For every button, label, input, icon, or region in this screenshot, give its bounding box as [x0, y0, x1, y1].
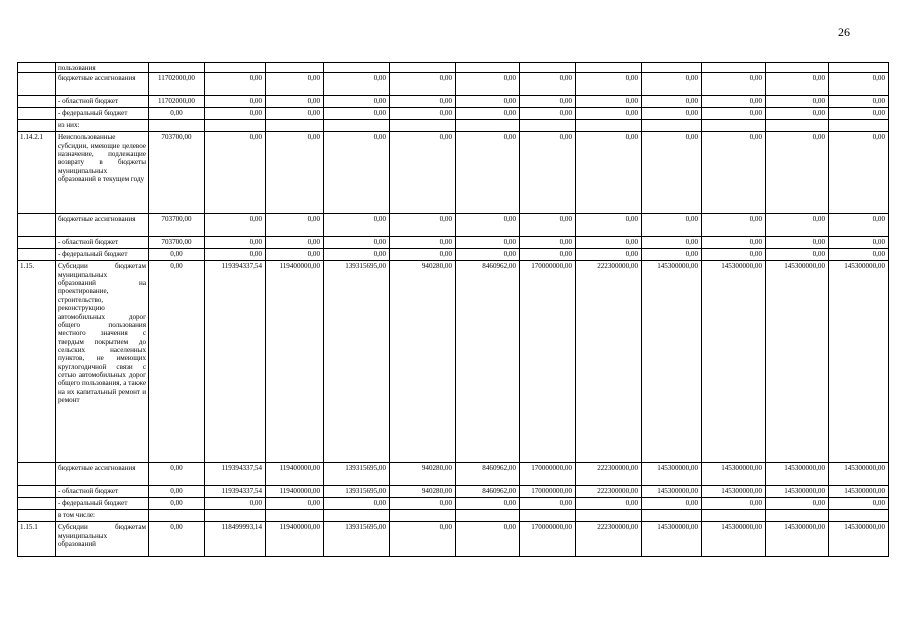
value-cell: 145300000,00 — [642, 522, 702, 557]
value-cell: 0,00 — [456, 73, 520, 96]
value-cell: 0,00 — [702, 73, 766, 96]
value-cell: 0,00 — [149, 486, 205, 498]
value-cell: 940280,00 — [390, 463, 456, 486]
table-row — [18, 237, 889, 249]
page-number: 26 — [838, 25, 850, 39]
value-cell: 0,00 — [702, 108, 766, 120]
value-cell — [576, 120, 642, 132]
value-cell: 170000000,00 — [520, 463, 576, 486]
value-cell — [149, 120, 205, 132]
value-cell: 170000000,00 — [520, 486, 576, 498]
table-row — [18, 522, 889, 557]
value-cell — [149, 510, 205, 522]
value-cell: 0,00 — [266, 73, 324, 96]
value-cell — [390, 63, 456, 73]
value-cell: 0,00 — [149, 522, 205, 557]
row-code-cell: 1.15.1 — [18, 522, 56, 557]
value-cell: 0,00 — [576, 237, 642, 249]
value-cell: 145300000,00 — [829, 261, 889, 463]
value-cell: 940280,00 — [390, 261, 456, 463]
value-cell — [456, 63, 520, 73]
value-cell: 0,00 — [390, 108, 456, 120]
value-cell — [642, 63, 702, 73]
value-cell: 0,00 — [456, 108, 520, 120]
value-cell — [205, 120, 266, 132]
value-cell: 0,00 — [520, 498, 576, 510]
value-cell: 0,00 — [520, 132, 576, 214]
value-cell: 0,00 — [642, 237, 702, 249]
value-cell: 11702000,00 — [149, 73, 205, 96]
value-cell — [266, 120, 324, 132]
value-cell: 0,00 — [205, 96, 266, 108]
table-row — [18, 120, 889, 132]
value-cell: 145300000,00 — [702, 261, 766, 463]
value-cell: 119394337,54 — [205, 261, 266, 463]
value-cell: 145300000,00 — [642, 463, 702, 486]
value-cell: 139315695,00 — [324, 522, 390, 557]
value-cell: 0,00 — [324, 132, 390, 214]
value-cell — [576, 63, 642, 73]
value-cell: 0,00 — [324, 237, 390, 249]
value-cell: 0,00 — [766, 214, 829, 237]
value-cell: 0,00 — [576, 108, 642, 120]
value-cell: 170000000,00 — [520, 522, 576, 557]
value-cell — [324, 63, 390, 73]
value-cell: 145300000,00 — [702, 463, 766, 486]
value-cell: 0,00 — [576, 249, 642, 261]
value-cell — [766, 120, 829, 132]
value-cell: 0,00 — [576, 498, 642, 510]
value-cell: 145300000,00 — [829, 522, 889, 557]
value-cell: 0,00 — [390, 498, 456, 510]
value-cell: 145300000,00 — [642, 486, 702, 498]
value-cell — [390, 510, 456, 522]
value-cell: 222300000,00 — [576, 463, 642, 486]
value-cell: 0,00 — [390, 214, 456, 237]
value-cell: 0,00 — [520, 214, 576, 237]
value-cell: 0,00 — [576, 73, 642, 96]
value-cell: 0,00 — [642, 249, 702, 261]
value-cell: 145300000,00 — [766, 463, 829, 486]
value-cell: 0,00 — [205, 214, 266, 237]
value-cell: 119400000,00 — [266, 522, 324, 557]
value-cell: 0,00 — [576, 132, 642, 214]
value-cell: 0,00 — [520, 96, 576, 108]
row-description-cell: Субсидии бюджетам муниципальных образований на проектирование, строительство, реконструкцию автомобильных дорог общего пользования местного значения с твердым покрытием до сельских населенных пунктов, не имеющих круглогодичной связи с сетью автомобильных дорог общего пользования, а также на их капитальный ремонт и ремонт — [56, 261, 149, 463]
table-row — [18, 510, 889, 522]
value-cell: 0,00 — [520, 249, 576, 261]
value-cell: 0,00 — [702, 498, 766, 510]
budget-table — [17, 62, 889, 557]
row-code-cell: 1.14.2.1 — [18, 132, 56, 214]
value-cell: 0,00 — [149, 261, 205, 463]
value-cell: 0,00 — [766, 96, 829, 108]
row-description-cell: Субсидии бюджетам муниципальных образований — [56, 522, 149, 557]
value-cell: 0,00 — [205, 108, 266, 120]
row-description-cell: - областной бюджет — [56, 486, 149, 498]
value-cell: 0,00 — [266, 214, 324, 237]
value-cell: 0,00 — [324, 214, 390, 237]
value-cell: 0,00 — [205, 132, 266, 214]
value-cell — [702, 63, 766, 73]
value-cell: 0,00 — [324, 96, 390, 108]
value-cell: 0,00 — [390, 522, 456, 557]
row-code-cell — [18, 214, 56, 237]
value-cell — [266, 63, 324, 73]
value-cell: 0,00 — [149, 498, 205, 510]
table-row — [18, 249, 889, 261]
table-row — [18, 73, 889, 96]
value-cell: 0,00 — [149, 249, 205, 261]
value-cell — [702, 510, 766, 522]
value-cell: 145300000,00 — [702, 522, 766, 557]
value-cell: 0,00 — [766, 108, 829, 120]
value-cell: 0,00 — [829, 96, 889, 108]
table-row — [18, 463, 889, 486]
value-cell: 0,00 — [829, 73, 889, 96]
value-cell: 0,00 — [702, 237, 766, 249]
row-code-cell — [18, 463, 56, 486]
value-cell: 0,00 — [266, 249, 324, 261]
value-cell: 0,00 — [702, 96, 766, 108]
value-cell: 119400000,00 — [266, 463, 324, 486]
value-cell: 145300000,00 — [766, 522, 829, 557]
value-cell: 703700,00 — [149, 237, 205, 249]
value-cell: 0,00 — [829, 214, 889, 237]
value-cell: 145300000,00 — [766, 486, 829, 498]
table-row — [18, 486, 889, 498]
value-cell: 8460962,00 — [456, 463, 520, 486]
value-cell — [829, 120, 889, 132]
value-cell: 0,00 — [766, 249, 829, 261]
row-description-cell: Неиспользованные субсидии, имеющие целевое назначение, подлежащие возврату в бюджеты муниципальных образований в текущем году — [56, 132, 149, 214]
table-row — [18, 108, 889, 120]
value-cell: 0,00 — [266, 108, 324, 120]
table-row — [18, 498, 889, 510]
row-code-cell — [18, 120, 56, 132]
value-cell — [829, 63, 889, 73]
value-cell — [520, 120, 576, 132]
table-row — [18, 63, 889, 73]
row-code-cell — [18, 510, 56, 522]
value-cell: 145300000,00 — [829, 486, 889, 498]
value-cell: 0,00 — [266, 96, 324, 108]
row-code-cell — [18, 73, 56, 96]
row-code-cell — [18, 108, 56, 120]
value-cell: 0,00 — [520, 237, 576, 249]
value-cell: 0,00 — [390, 73, 456, 96]
value-cell — [642, 120, 702, 132]
value-cell: 940280,00 — [390, 486, 456, 498]
value-cell: 145300000,00 — [766, 261, 829, 463]
value-cell: 0,00 — [390, 249, 456, 261]
value-cell: 8460962,00 — [456, 261, 520, 463]
value-cell: 0,00 — [149, 463, 205, 486]
table-row — [18, 214, 889, 237]
table-row — [18, 96, 889, 108]
row-description-cell: - областной бюджет — [56, 96, 149, 108]
value-cell: 0,00 — [766, 498, 829, 510]
value-cell: 0,00 — [390, 96, 456, 108]
value-cell: 222300000,00 — [576, 522, 642, 557]
value-cell: 0,00 — [324, 498, 390, 510]
table-row — [18, 261, 889, 463]
row-code-cell — [18, 486, 56, 498]
value-cell: 0,00 — [205, 249, 266, 261]
row-description-cell: - федеральный бюджет — [56, 249, 149, 261]
value-cell — [324, 510, 390, 522]
value-cell: 0,00 — [766, 132, 829, 214]
value-cell: 0,00 — [390, 237, 456, 249]
value-cell — [205, 510, 266, 522]
row-description-cell: - федеральный бюджет — [56, 498, 149, 510]
value-cell: 0,00 — [642, 96, 702, 108]
row-description-cell: - областной бюджет — [56, 237, 149, 249]
value-cell: 0,00 — [266, 132, 324, 214]
value-cell: 119400000,00 — [266, 486, 324, 498]
value-cell: 0,00 — [576, 214, 642, 237]
value-cell — [520, 63, 576, 73]
row-code-cell: 1.15. — [18, 261, 56, 463]
value-cell: 139315695,00 — [324, 261, 390, 463]
value-cell — [520, 510, 576, 522]
value-cell: 0,00 — [642, 108, 702, 120]
value-cell: 0,00 — [520, 108, 576, 120]
value-cell: 0,00 — [642, 498, 702, 510]
value-cell: 703700,00 — [149, 132, 205, 214]
value-cell: 703700,00 — [149, 214, 205, 237]
row-description-cell: пользования — [56, 63, 149, 73]
value-cell: 139315695,00 — [324, 463, 390, 486]
value-cell: 0,00 — [520, 73, 576, 96]
value-cell: 0,00 — [456, 132, 520, 214]
value-cell: 0,00 — [456, 214, 520, 237]
value-cell: 0,00 — [266, 237, 324, 249]
value-cell: 0,00 — [829, 498, 889, 510]
row-description-cell: бюджетные ассигнования — [56, 73, 149, 96]
value-cell: 0,00 — [266, 498, 324, 510]
value-cell: 11702000,00 — [149, 96, 205, 108]
value-cell — [205, 63, 266, 73]
value-cell: 0,00 — [642, 132, 702, 214]
value-cell — [642, 510, 702, 522]
value-cell: 0,00 — [390, 132, 456, 214]
value-cell — [324, 120, 390, 132]
row-code-cell — [18, 249, 56, 261]
value-cell: 118499993,14 — [205, 522, 266, 557]
value-cell: 0,00 — [642, 214, 702, 237]
value-cell — [390, 120, 456, 132]
value-cell: 0,00 — [576, 96, 642, 108]
value-cell: 0,00 — [766, 237, 829, 249]
value-cell: 145300000,00 — [829, 463, 889, 486]
value-cell: 0,00 — [324, 108, 390, 120]
row-code-cell — [18, 96, 56, 108]
value-cell: 0,00 — [829, 249, 889, 261]
value-cell: 139315695,00 — [324, 486, 390, 498]
value-cell — [266, 510, 324, 522]
value-cell: 170000000,00 — [520, 261, 576, 463]
value-cell — [149, 63, 205, 73]
value-cell: 0,00 — [456, 237, 520, 249]
row-code-cell — [18, 498, 56, 510]
value-cell: 0,00 — [766, 73, 829, 96]
value-cell: 0,00 — [702, 214, 766, 237]
value-cell: 0,00 — [642, 73, 702, 96]
value-cell: 0,00 — [149, 108, 205, 120]
value-cell — [829, 510, 889, 522]
value-cell: 0,00 — [702, 132, 766, 214]
value-cell: 145300000,00 — [642, 261, 702, 463]
value-cell: 0,00 — [205, 237, 266, 249]
row-description-cell: бюджетные ассигнования — [56, 463, 149, 486]
value-cell — [576, 510, 642, 522]
value-cell: 0,00 — [324, 73, 390, 96]
value-cell: 119400000,00 — [266, 261, 324, 463]
value-cell — [766, 63, 829, 73]
row-code-cell — [18, 63, 56, 73]
value-cell: 0,00 — [456, 96, 520, 108]
value-cell — [456, 510, 520, 522]
value-cell — [456, 120, 520, 132]
value-cell: 0,00 — [456, 522, 520, 557]
value-cell: 0,00 — [829, 132, 889, 214]
value-cell: 8460962,00 — [456, 486, 520, 498]
row-description-cell: - федеральный бюджет — [56, 108, 149, 120]
value-cell: 0,00 — [456, 249, 520, 261]
value-cell: 222300000,00 — [576, 261, 642, 463]
value-cell: 0,00 — [456, 498, 520, 510]
value-cell: 0,00 — [702, 249, 766, 261]
value-cell: 119394337,54 — [205, 486, 266, 498]
row-description-cell: из них: — [56, 120, 149, 132]
row-description-cell: бюджетные ассигнования — [56, 214, 149, 237]
value-cell: 0,00 — [324, 249, 390, 261]
row-code-cell — [18, 237, 56, 249]
value-cell: 0,00 — [829, 108, 889, 120]
value-cell: 222300000,00 — [576, 486, 642, 498]
value-cell: 0,00 — [829, 237, 889, 249]
value-cell: 0,00 — [205, 498, 266, 510]
value-cell: 0,00 — [205, 73, 266, 96]
value-cell: 119394337,54 — [205, 463, 266, 486]
value-cell — [766, 510, 829, 522]
value-cell — [702, 120, 766, 132]
table-row — [18, 132, 889, 214]
value-cell: 145300000,00 — [702, 486, 766, 498]
row-description-cell: в том числе: — [56, 510, 149, 522]
